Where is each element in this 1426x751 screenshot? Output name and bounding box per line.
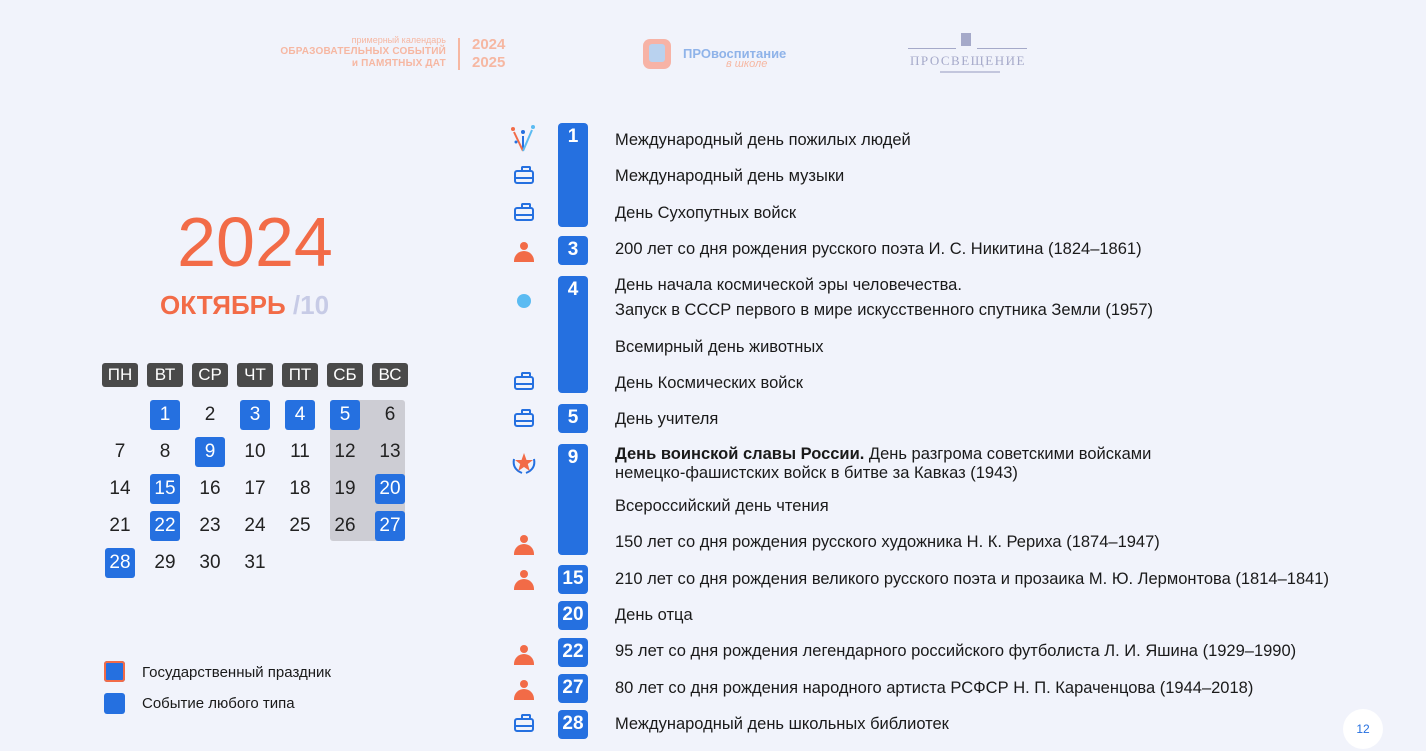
weekday-sun: ВС — [372, 363, 408, 387]
calendar-day[interactable]: 7 — [114, 441, 126, 462]
planet-icon — [517, 294, 531, 308]
calendar-day[interactable]: 30 — [199, 552, 221, 573]
event-text: 200 лет со дня рождения русского поэта И. С. Никитина (1824–1861) — [615, 240, 1142, 258]
event-text: День Сухопутных войск — [615, 204, 797, 222]
event-day-number: 27 — [562, 677, 584, 698]
calendar-day[interactable]: 11 — [290, 441, 310, 462]
person-icon — [514, 535, 534, 555]
calendar-caption-small: примерный календарь — [351, 35, 446, 45]
calendar-day[interactable]: 26 — [334, 515, 356, 536]
legend-any-event: Событие любого типа — [142, 695, 295, 712]
legend-state-holiday: Государственный праздник — [142, 664, 331, 681]
event-text: Международный день школьных библиотек — [615, 715, 949, 733]
event-day-pill — [558, 565, 588, 594]
month-number: /10 — [292, 290, 330, 320]
calendar-day[interactable]: 4 — [285, 400, 315, 430]
calendar-day[interactable]: 19 — [334, 478, 356, 499]
briefcase-icon — [514, 718, 534, 732]
calendar-day[interactable]: 25 — [289, 515, 311, 536]
event-day-number: 15 — [562, 568, 584, 589]
pro-logo-subtitle: в школе — [726, 58, 768, 70]
calendar-day[interactable]: 16 — [199, 478, 221, 499]
calendar-day[interactable]: 5 — [330, 400, 360, 430]
calendar-day[interactable]: 21 — [109, 515, 131, 536]
weekday-tue: ВТ — [147, 363, 183, 387]
header-divider — [458, 38, 460, 70]
event-day-number: 4 — [567, 279, 579, 300]
calendar-day[interactable]: 15 — [150, 474, 180, 504]
briefcase-icon — [514, 170, 534, 184]
event-text: Запуск в СССР первого в мире искусственного спутника Земли (1957) — [615, 301, 1154, 319]
calendar-day[interactable]: 8 — [159, 441, 171, 462]
briefcase-icon — [514, 376, 534, 390]
person-icon — [514, 645, 534, 665]
event-text: День учителя — [615, 410, 719, 428]
calendar-day[interactable]: 24 — [244, 515, 266, 536]
briefcase-icon — [514, 413, 534, 427]
event-text-bold: День воинской славы России. — [615, 445, 865, 463]
fireworks-icon — [508, 124, 538, 152]
briefcase-icon — [514, 207, 534, 221]
event-day-pill — [558, 674, 588, 703]
event-text: День начала космической эры человечества. — [615, 276, 962, 294]
event-day-pill — [558, 123, 588, 227]
event-text: 80 лет со дня рождения народного артиста РСФСР Н. П. Караченцова (1944–2018) — [615, 679, 1254, 697]
event-text: 210 лет со дня рождения великого русского поэта и прозаика М. Ю. Лермонтова (1814–1841) — [615, 570, 1329, 588]
calendar-day[interactable]: 23 — [199, 515, 221, 536]
event-text: 150 лет со дня рождения русского художника Н. К. Рериха (1874–1947) — [615, 533, 1160, 551]
calendar-day[interactable]: 10 — [244, 441, 266, 462]
calendar-month — [160, 290, 329, 321]
publisher-underline — [940, 71, 1000, 73]
event-day-pill — [558, 404, 588, 433]
event-day-number: 20 — [562, 604, 584, 625]
weekday-mon: ПН — [102, 363, 138, 387]
event-day-number: 22 — [562, 641, 584, 662]
event-day-number: 3 — [567, 239, 579, 260]
calendar-day[interactable]: 13 — [379, 441, 401, 462]
pro-logo-icon — [643, 39, 671, 69]
military-star-icon — [510, 449, 538, 475]
event-day-pill — [558, 638, 588, 667]
calendar-day[interactable]: 31 — [244, 552, 266, 573]
publisher-line-left — [908, 48, 956, 49]
event-text: День отца — [615, 606, 693, 624]
calendar-day[interactable]: 20 — [375, 474, 405, 504]
event-text: Всероссийский день чтения — [615, 497, 829, 515]
calendar-day[interactable]: 3 — [240, 400, 270, 430]
event-day-pill — [558, 236, 588, 265]
legend-state-holiday-swatch — [104, 661, 125, 682]
event-text: Всемирный день животных — [615, 338, 824, 356]
month-name: ОКТЯБРЬ — [160, 290, 286, 320]
person-icon — [514, 680, 534, 700]
event-text: Международный день пожилых людей — [615, 131, 911, 149]
calendar-day[interactable]: 17 — [244, 478, 266, 499]
calendar-day[interactable]: 2 — [204, 404, 216, 425]
calendar-day[interactable]: 29 — [154, 552, 176, 573]
publisher-line-right — [977, 48, 1027, 49]
person-icon — [514, 242, 534, 262]
calendar-day[interactable]: 28 — [105, 548, 135, 578]
person-icon — [514, 570, 534, 590]
calendar-day[interactable]: 14 — [109, 478, 131, 499]
calendar-caption-line1: ОБРАЗОВАТЕЛЬНЫХ СОБЫТИЙ — [280, 46, 446, 57]
calendar-day[interactable]: 27 — [375, 511, 405, 541]
page-number: 12 — [1343, 709, 1383, 749]
year-start: 2024 — [472, 36, 506, 53]
publisher-building-icon — [961, 33, 971, 46]
event-text: немецко-фашистских войск в битве за Кавказ (1943) — [615, 464, 1018, 482]
weekday-fri: ПТ — [282, 363, 318, 387]
weekday-wed: СР — [192, 363, 228, 387]
publisher-logo: ПРОСВЕЩЕНИЕ — [910, 53, 1026, 68]
event-day-number: 5 — [567, 407, 579, 428]
event-text: День Космических войск — [615, 374, 803, 392]
legend-any-event-swatch — [104, 693, 125, 714]
event-day-pill — [558, 444, 588, 555]
event-day-pill — [558, 710, 588, 739]
calendar-day[interactable]: 9 — [195, 437, 225, 467]
calendar-caption-line2: и ПАМЯТНЫХ ДАТ — [351, 58, 446, 69]
event-day-pill — [558, 276, 588, 393]
calendar-day[interactable]: 6 — [384, 404, 396, 425]
event-text: 95 лет со дня рождения легендарного российского футболиста Л. И. Яшина (1929–1990) — [615, 642, 1297, 660]
calendar-day[interactable]: 1 — [150, 400, 180, 430]
event-day-number: 9 — [567, 447, 579, 468]
event-text: Международный день музыки — [615, 167, 845, 185]
event-day-number: 1 — [567, 126, 579, 147]
event-day-pill — [558, 601, 588, 630]
calendar-year: 2024 — [177, 203, 333, 281]
weekday-thu: ЧТ — [237, 363, 273, 387]
pro-logo-title: ПРОвоспитание — [683, 46, 787, 61]
event-text-rest: День разгрома советскими войсками — [868, 445, 1152, 463]
event-day-number: 28 — [562, 713, 584, 734]
calendar-day[interactable]: 18 — [289, 478, 311, 499]
year-end: 2025 — [472, 54, 506, 71]
weekday-sat: СБ — [327, 363, 363, 387]
calendar-day[interactable]: 12 — [334, 441, 356, 462]
calendar-day[interactable]: 22 — [150, 511, 180, 541]
event-text — [615, 445, 1151, 464]
